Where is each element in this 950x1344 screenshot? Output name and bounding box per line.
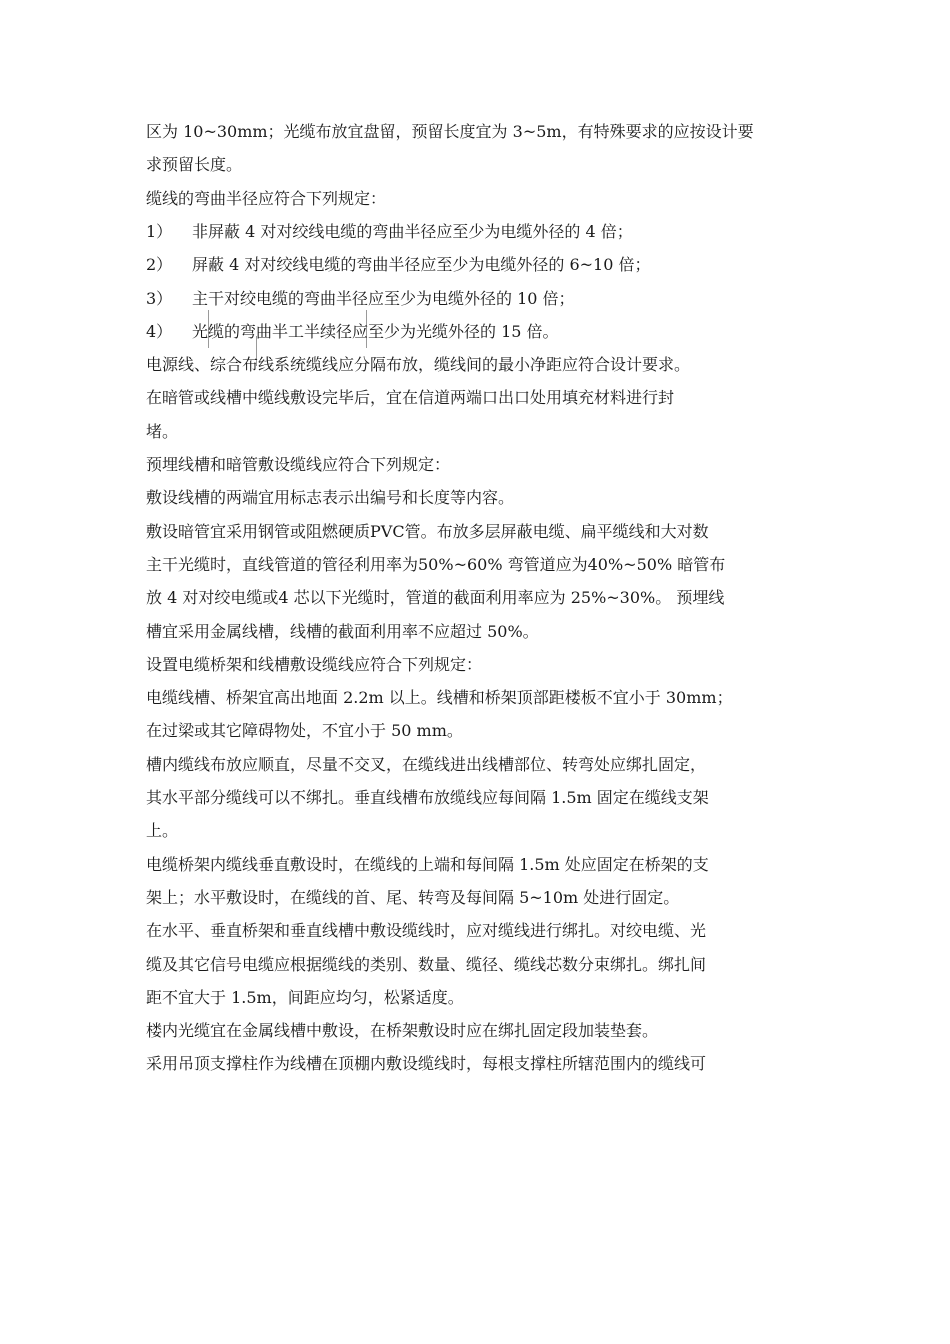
text-line: 堵。	[146, 421, 179, 441]
text-line: 电源线、综合布线系统缆线应分隔布放，缆线间的最小净距应符合设计要求。	[146, 355, 691, 375]
text-line: 放 4 对对绞电缆或4 芯以下光缆时，管道的截面利用率应为 25%~30%。 预埋线	[146, 588, 725, 608]
text-line	[146, 253, 650, 277]
text-line: 敷设暗管宜采用钢管或阻燃硬质PVC管。布放多层屏蔽电缆、扁平缆线和大对数	[146, 521, 709, 541]
list-text: 主干对绞电缆的弯曲半径应至少为电缆外径的 10 倍；	[192, 288, 575, 308]
list-number: 2）	[146, 255, 173, 275]
list-text: 屏蔽 4 对对绞线电缆的弯曲半径应至少为电缆外径的 6~10 倍；	[192, 255, 651, 275]
text-line	[146, 220, 633, 244]
text-line	[146, 320, 559, 344]
text-line: 在暗管或线槽中缆线敷设完毕后，宜在信道两端口出口处用填充材料进行封	[146, 388, 675, 408]
text-line: 预埋线槽和暗管敷设缆线应符合下列规定：	[146, 455, 451, 474]
text-line: 采用吊顶支撑柱作为线槽在顶棚内敷设缆线时，每根支撑柱所辖范围内的缆线可	[146, 1054, 707, 1074]
text-line: 楼内光缆宜在金属线槽中敷设，在桥架敷设时应在绑扎固定段加装垫套。	[146, 1021, 659, 1041]
list-text: 非屏蔽 4 对对绞线电缆的弯曲半径应至少为电缆外径的 4 倍；	[192, 221, 633, 241]
text-line: 电缆线槽、桥架宜高出地面 2.2m 以上。线槽和桥架顶部距楼板不宜小于 30mm；	[146, 688, 733, 708]
text-line	[146, 287, 575, 311]
text-line: 缆线的弯曲半径应符合下列规定：	[146, 188, 387, 208]
text-line: 主干光缆时，直线管道的管径利用率为50%~60% 弯管道应为40%~50% 暗管布	[146, 554, 726, 574]
text-line: 在水平、垂直桥架和垂直线槽中敷设缆线时，应对缆线进行绑扎。对绞电缆、光	[146, 921, 707, 941]
text-line: 上。	[146, 821, 179, 841]
text-line: 槽内缆线布放应顺直，尽量不交叉，在缆线进出线槽部位、转弯处应绑扎固定，	[146, 754, 707, 774]
list-number: 4）	[146, 321, 173, 341]
text-line: 求预留长度。	[146, 155, 243, 175]
text-line: 电缆桥架内缆线垂直敷设时，在缆线的上端和每间隔 1.5m 处应固定在桥架的支	[146, 854, 709, 874]
list-number: 3）	[146, 288, 173, 308]
list-number: 1）	[146, 221, 173, 241]
text-line: 在过梁或其它障碍物处，不宜小于 50 mm。	[146, 721, 463, 741]
text-line: 其水平部分缆线可以不绑扎。垂直线槽布放缆线应每间隔 1.5m 固定在缆线支架	[146, 788, 709, 807]
list-text: 光缆的弯曲半工半续径应至少为光缆外径的 15 倍。	[192, 321, 559, 341]
text-line: 槽宜采用金属线槽，线槽的截面利用率不应超过 50%。	[146, 621, 539, 641]
text-line: 设置电缆桥架和线槽敷设缆线应符合下列规定：	[146, 654, 483, 674]
text-line: 敷设线槽的两端宜用标志表示出编号和长度等内容。	[146, 488, 515, 508]
text-line: 架上；水平敷设时，在缆线的首、尾、转弯及每间隔 5~10m 处进行固定。	[146, 887, 680, 907]
text-line: 区为 10~30mm；光缆布放宜盘留，预留长度宜为 3~5m，有特殊要求的应按设计要	[146, 122, 754, 141]
text-line: 距不宜大于 1.5m，间距应均匀，松紧适度。	[146, 987, 464, 1007]
text-line: 缆及其它信号电缆应根据缆线的类别、数量、缆径、缆线芯数分束绑扎。绑扎间	[146, 954, 707, 974]
